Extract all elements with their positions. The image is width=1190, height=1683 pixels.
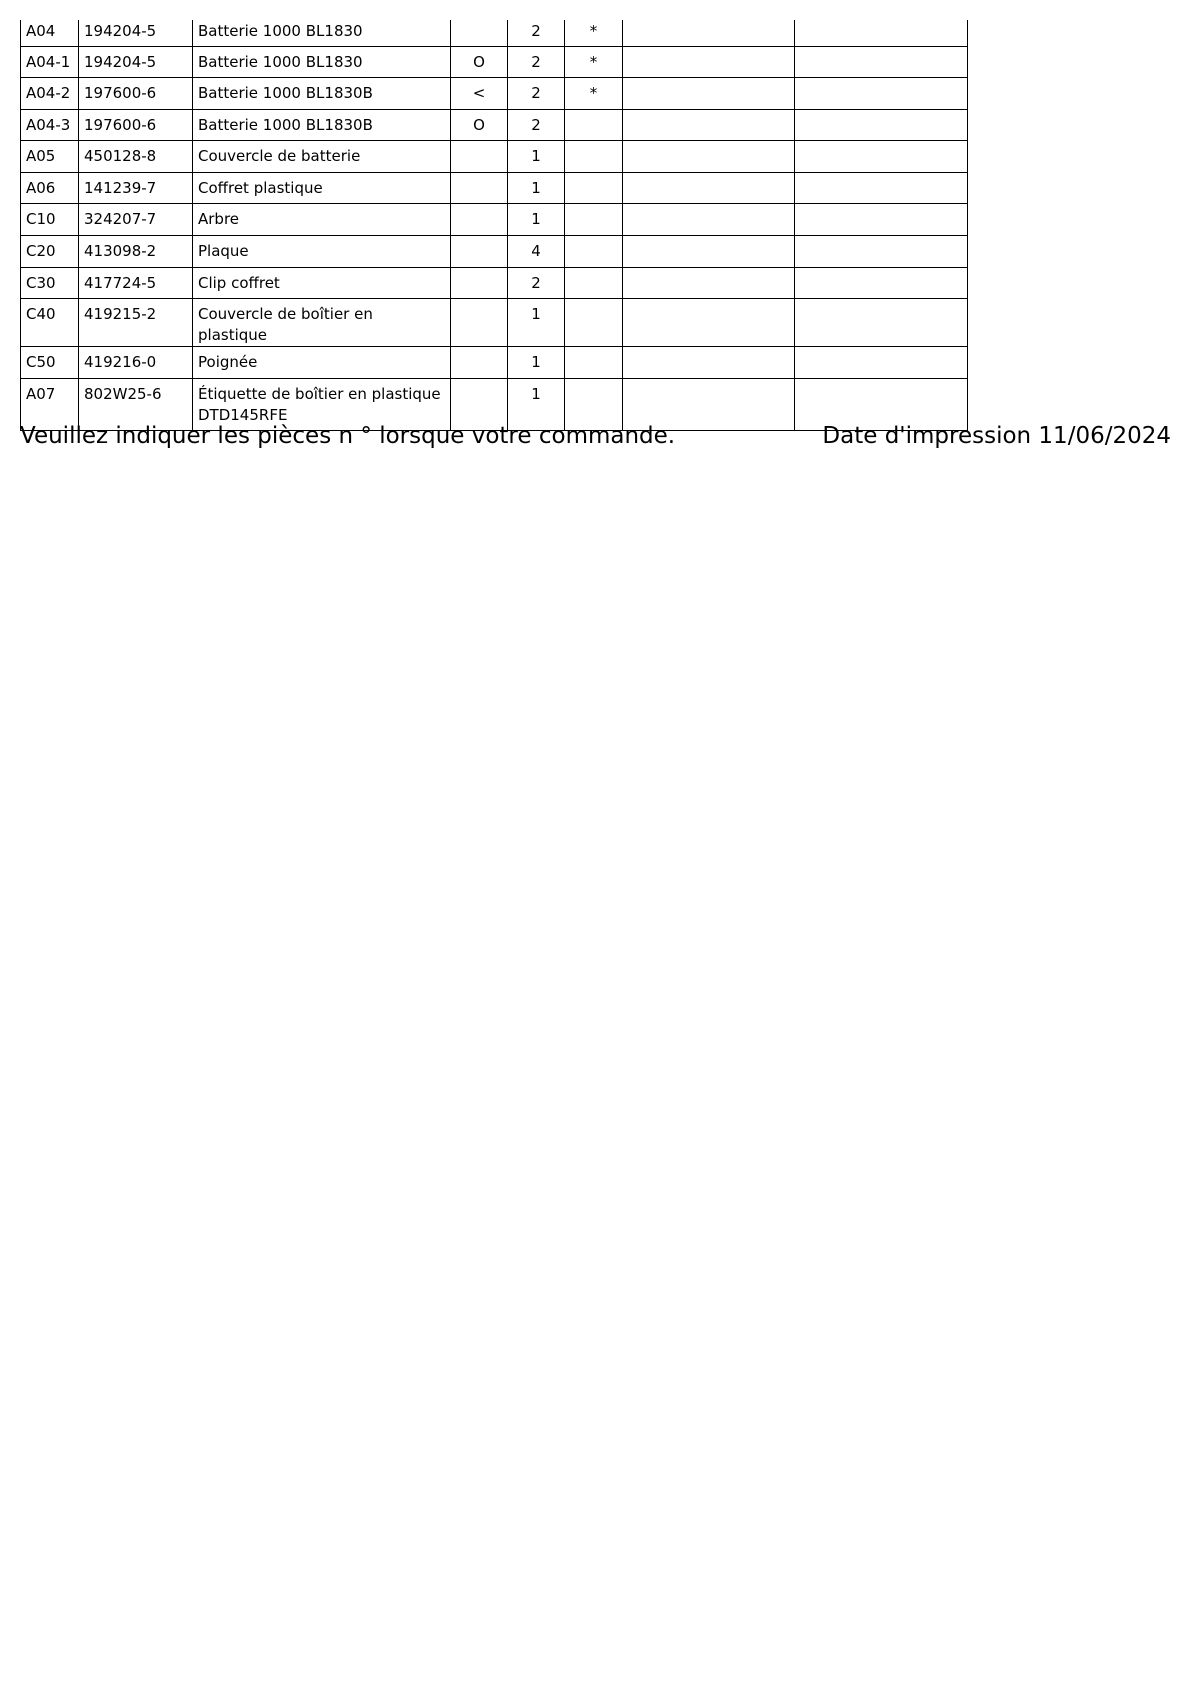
blank-cell [795, 109, 968, 141]
blank-cell [623, 267, 795, 299]
item-number-cell [21, 267, 79, 299]
blank-text [800, 47, 962, 52]
table-row [21, 267, 968, 299]
blank-cell [623, 109, 795, 141]
item-number-text: C20 [26, 242, 56, 261]
blank-text [628, 268, 789, 273]
blank-cell [795, 236, 968, 268]
table-row [21, 347, 968, 379]
description-text: Couvercle de batterie [198, 147, 361, 166]
code-text [456, 204, 502, 209]
mark-text [570, 110, 617, 115]
code-cell [451, 141, 508, 173]
mark-cell [565, 267, 623, 299]
mark-text: * [589, 84, 598, 103]
parts-table-body [21, 20, 968, 430]
blank-text [800, 299, 962, 304]
description-text: Étiquette de boîtier en plastique [198, 384, 441, 403]
description-text: Couvercle de boîtier en plastique [198, 305, 373, 345]
part-number-text: 802W25-6 [84, 384, 162, 403]
blank-text [628, 110, 789, 115]
code-text [456, 141, 502, 146]
description-cell [193, 172, 451, 204]
blank-cell [623, 46, 795, 78]
description-cell [193, 20, 451, 46]
code-cell [451, 347, 508, 379]
blank-cell [795, 299, 968, 347]
order-note: Veuillez indiquer les pièces n ° lorsque votre commande. [20, 423, 676, 449]
blank-text [628, 78, 789, 83]
part-number-text: 417724-5 [84, 273, 157, 292]
item-number-cell [21, 141, 79, 173]
mark-cell [565, 46, 623, 78]
mark-cell [565, 204, 623, 236]
quantity-cell [508, 236, 565, 268]
mark-cell [565, 109, 623, 141]
blank-text [628, 204, 789, 209]
quantity-cell [508, 172, 565, 204]
part-number-cell [79, 299, 193, 347]
part-number-text: 194204-5 [84, 52, 157, 71]
table-row [21, 172, 968, 204]
code-text [456, 268, 502, 273]
quantity-text: 1 [531, 210, 541, 229]
item-number-text: A07 [26, 384, 56, 403]
part-number-cell [79, 109, 193, 141]
blank-cell [795, 141, 968, 173]
blank-text [800, 379, 962, 384]
item-number-cell [21, 347, 79, 379]
quantity-text: 1 [531, 353, 541, 372]
description-cell [193, 347, 451, 379]
item-number-text: C50 [26, 353, 56, 372]
part-number-cell [79, 236, 193, 268]
blank-cell [795, 46, 968, 78]
blank-cell [795, 78, 968, 110]
quantity-cell [508, 141, 565, 173]
code-text: < [472, 84, 486, 103]
table-row [21, 141, 968, 173]
item-number-cell [21, 204, 79, 236]
blank-cell [795, 347, 968, 379]
mark-text [570, 299, 617, 304]
item-number-text: A04-3 [26, 115, 71, 134]
blank-cell [795, 172, 968, 204]
blank-cell [623, 236, 795, 268]
blank-text [628, 47, 789, 52]
code-cell [451, 204, 508, 236]
item-number-text: A06 [26, 178, 56, 197]
blank-text [800, 268, 962, 273]
item-number-text: A05 [26, 147, 56, 166]
item-number-text: A04-2 [26, 84, 71, 103]
quantity-cell [508, 204, 565, 236]
code-cell [451, 78, 508, 110]
blank-text [628, 299, 789, 304]
blank-text [800, 236, 962, 241]
item-number-cell [21, 299, 79, 347]
description-text: Batterie 1000 BL1830 [198, 52, 363, 71]
part-number-cell [79, 172, 193, 204]
table-row [21, 46, 968, 78]
quantity-text: 2 [531, 115, 541, 134]
mark-text [570, 268, 617, 273]
mark-text [570, 204, 617, 209]
description-text: Arbre [198, 210, 240, 229]
quantity-text: 2 [531, 84, 541, 103]
quantity-text: 1 [531, 178, 541, 197]
blank-cell [623, 172, 795, 204]
blank-text [628, 347, 789, 352]
code-cell [451, 46, 508, 78]
part-number-text: 450128-8 [84, 147, 157, 166]
part-number-text: 197600-6 [84, 84, 157, 103]
blank-cell [795, 204, 968, 236]
part-number-cell [79, 78, 193, 110]
table-row [21, 109, 968, 141]
code-cell [451, 172, 508, 204]
blank-text [628, 236, 789, 241]
part-number-text: 324207-7 [84, 210, 157, 229]
description-cell [193, 109, 451, 141]
description-cell [193, 204, 451, 236]
description-cell [193, 236, 451, 268]
table-row [21, 20, 968, 46]
mark-text [570, 141, 617, 146]
blank-text [800, 110, 962, 115]
mark-text [570, 379, 617, 384]
mark-cell [565, 236, 623, 268]
description-text: Plaque [198, 242, 249, 261]
blank-text [800, 141, 962, 146]
mark-cell [565, 347, 623, 379]
part-number-text: 419215-2 [84, 305, 157, 324]
part-number-cell [79, 141, 193, 173]
blank-cell [795, 20, 968, 46]
code-text: O [473, 115, 485, 134]
blank-text [628, 141, 789, 146]
description-cell [193, 78, 451, 110]
item-number-cell [21, 46, 79, 78]
blank-cell [795, 267, 968, 299]
mark-text [570, 347, 617, 352]
blank-text [800, 347, 962, 352]
code-cell [451, 236, 508, 268]
item-number-cell [21, 236, 79, 268]
mark-cell [565, 172, 623, 204]
item-number-text: A04 [26, 22, 56, 40]
blank-text [800, 78, 962, 83]
code-cell [451, 109, 508, 141]
table-row [21, 204, 968, 236]
description-text: Batterie 1000 BL1830B [198, 84, 373, 103]
description-text: Batterie 1000 BL1830 [198, 22, 363, 40]
quantity-cell [508, 46, 565, 78]
item-number-text: C40 [26, 305, 56, 324]
part-number-cell [79, 347, 193, 379]
quantity-cell [508, 78, 565, 110]
code-text: O [473, 52, 485, 71]
quantity-cell [508, 267, 565, 299]
code-text [456, 347, 502, 352]
blank-cell [623, 204, 795, 236]
part-number-cell [79, 267, 193, 299]
blank-text [800, 20, 962, 21]
mark-text: * [589, 22, 598, 40]
quantity-text: 2 [531, 22, 541, 40]
blank-text [628, 20, 789, 21]
description-cell [193, 299, 451, 347]
item-number-text: C10 [26, 210, 56, 229]
quantity-text: 1 [531, 147, 541, 166]
quantity-cell [508, 299, 565, 347]
table-row [21, 299, 968, 347]
part-number-cell [79, 204, 193, 236]
mark-cell [565, 141, 623, 173]
mark-text [570, 236, 617, 241]
code-cell [451, 267, 508, 299]
table-row [21, 236, 968, 268]
description-cell [193, 141, 451, 173]
blank-text [628, 379, 789, 384]
description-text: Clip coffret [198, 273, 280, 292]
description-line2-text: DTD145RFE [198, 405, 288, 424]
part-number-text: 413098-2 [84, 242, 157, 261]
mark-text: * [589, 52, 598, 71]
blank-cell [623, 347, 795, 379]
blank-cell [623, 141, 795, 173]
quantity-text: 1 [531, 384, 541, 403]
print-date: Date d'impression 11/06/2024 [822, 423, 1171, 449]
code-text [456, 379, 502, 384]
blank-cell [623, 78, 795, 110]
part-number-text: 194204-5 [84, 22, 157, 40]
part-number-cell [79, 20, 193, 46]
table-row [21, 78, 968, 110]
part-number-text: 197600-6 [84, 115, 157, 134]
parts-table [20, 20, 968, 431]
blank-text [800, 204, 962, 209]
part-number-text: 419216-0 [84, 353, 157, 372]
mark-cell [565, 299, 623, 347]
blank-text [628, 173, 789, 178]
item-number-text: A04-1 [26, 52, 71, 71]
item-number-cell [21, 20, 79, 46]
item-number-cell [21, 78, 79, 110]
description-text: Poignée [198, 353, 258, 372]
quantity-text: 1 [531, 305, 541, 324]
mark-cell [565, 78, 623, 110]
item-number-text: C30 [26, 273, 56, 292]
code-text [456, 173, 502, 178]
item-number-cell [21, 172, 79, 204]
quantity-text: 2 [531, 52, 541, 71]
code-cell [451, 20, 508, 46]
blank-text [800, 173, 962, 178]
code-text [456, 299, 502, 304]
mark-text [570, 173, 617, 178]
code-cell [451, 299, 508, 347]
quantity-cell [508, 20, 565, 46]
item-number-cell [21, 109, 79, 141]
part-number-cell [79, 46, 193, 78]
code-text [456, 236, 502, 241]
description-text: Coffret plastique [198, 178, 323, 197]
description-text: Batterie 1000 BL1830B [198, 115, 373, 134]
quantity-cell [508, 109, 565, 141]
part-number-text: 141239-7 [84, 178, 157, 197]
description-cell [193, 46, 451, 78]
quantity-text: 2 [531, 273, 541, 292]
mark-cell [565, 20, 623, 46]
blank-cell [623, 299, 795, 347]
code-text [456, 20, 502, 21]
blank-cell [623, 20, 795, 46]
quantity-cell [508, 347, 565, 379]
quantity-text: 4 [531, 242, 541, 261]
description-cell [193, 267, 451, 299]
